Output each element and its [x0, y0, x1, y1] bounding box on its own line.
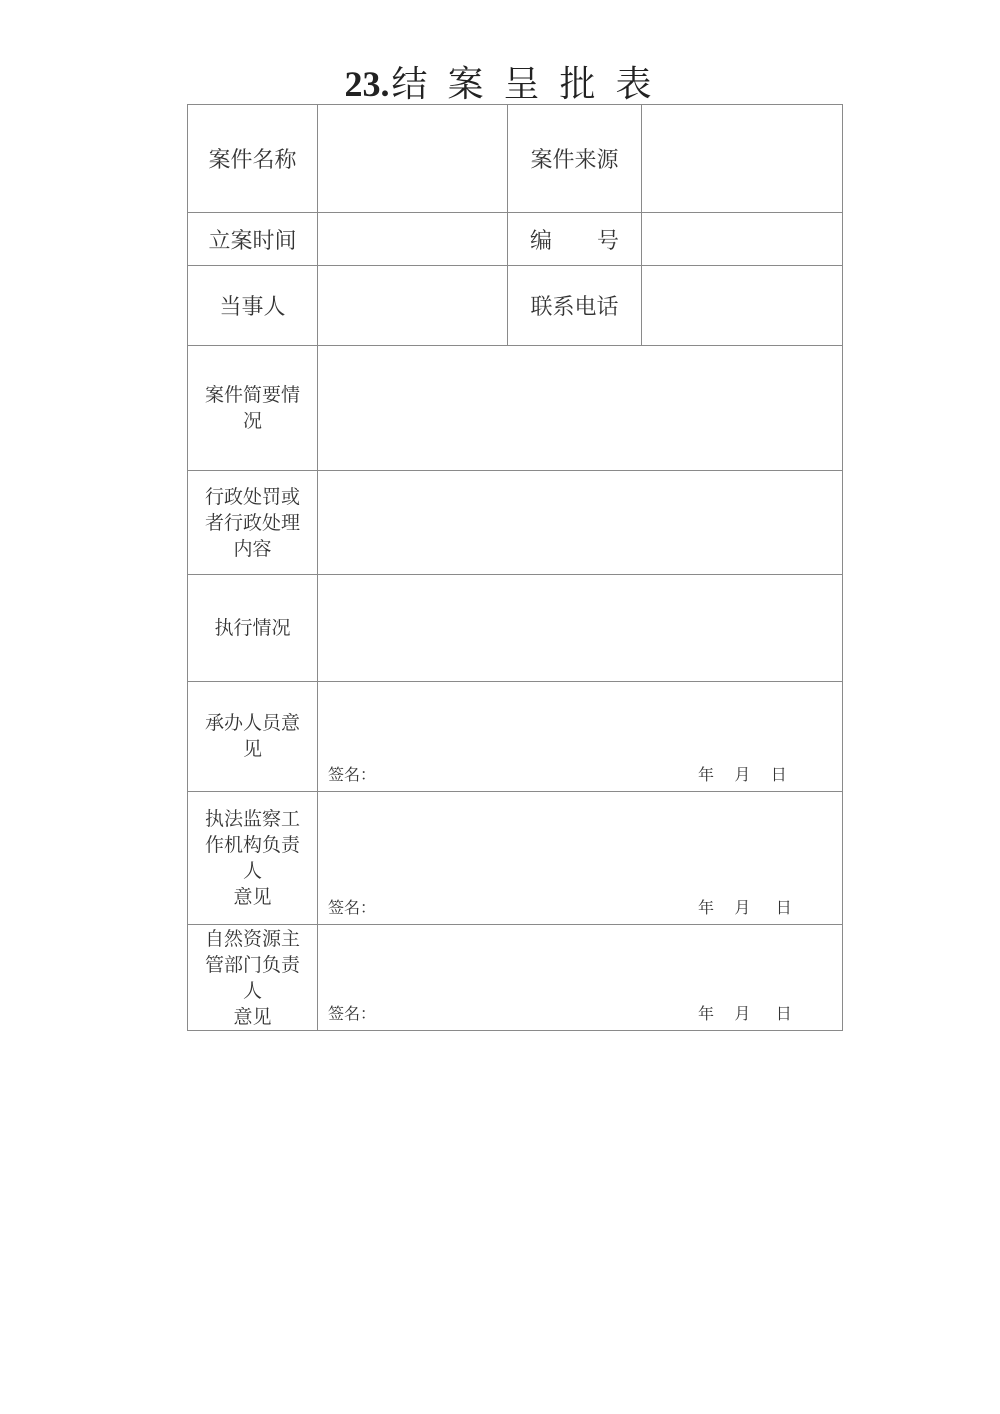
case-source-value-cell[interactable] — [642, 105, 843, 213]
label-handler-line2: 见 — [242, 738, 262, 760]
label-case-summary — [188, 346, 318, 471]
case-summary-value-cell[interactable] — [318, 346, 843, 471]
authority-sign-label: 签名： — [328, 1004, 377, 1023]
label-number — [508, 213, 642, 266]
label-authority-line2: 管部门负责 — [204, 953, 300, 976]
handler-date-label: 年 月 日 — [698, 765, 787, 784]
enforcement-sign-label: 签名： — [328, 898, 377, 917]
enforcement-date-label: 年 月 日 — [698, 898, 792, 917]
label-enforcement-line1: 执法监察工 — [204, 808, 300, 830]
label-number-char1: 编 — [530, 228, 553, 254]
row-handler-opinion — [188, 682, 843, 792]
label-authority-line3: 人 — [242, 979, 262, 1002]
row-party — [188, 266, 843, 346]
row-enforcement-opinion — [188, 792, 843, 925]
label-case-name: 案件名称 — [188, 105, 318, 213]
label-execution-status: 执行情况 — [188, 575, 318, 682]
row-penalty — [188, 471, 843, 575]
phone-value-cell[interactable] — [642, 266, 843, 346]
title-text: 结案呈批表 — [391, 64, 672, 105]
handler-sign-label: 签名： — [328, 765, 377, 784]
label-penalty-content — [188, 471, 318, 575]
label-case-summary-line1: 案件简要情 — [204, 384, 300, 406]
label-handler-line1: 承办人员意 — [204, 712, 300, 734]
label-enforcement-line3: 人 — [242, 860, 262, 882]
label-authority-line4: 意见 — [233, 1005, 272, 1028]
approval-form-table — [187, 104, 843, 1031]
authority-opinion-value-cell[interactable] — [318, 925, 843, 1031]
penalty-content-value-cell[interactable] — [318, 471, 843, 575]
party-value-cell[interactable] — [318, 266, 508, 346]
label-enforcement-opinion — [188, 792, 318, 925]
authority-date-label: 年 月 日 — [698, 1004, 792, 1023]
label-handler-opinion — [188, 682, 318, 792]
row-summary — [188, 346, 843, 471]
label-case-source: 案件来源 — [508, 105, 642, 213]
label-number-char2: 号 — [596, 228, 619, 254]
row-case-name — [188, 105, 843, 213]
filing-time-value-cell[interactable] — [318, 213, 508, 266]
label-filing-time: 立案时间 — [188, 213, 318, 266]
label-party: 当事人 — [188, 266, 318, 346]
case-name-value-cell[interactable] — [318, 105, 508, 213]
number-value-cell[interactable] — [642, 213, 843, 266]
handler-opinion-value-cell[interactable] — [318, 682, 843, 792]
execution-status-value-cell[interactable] — [318, 575, 843, 682]
label-case-summary-line2: 况 — [242, 410, 262, 432]
title-number: 23. — [344, 64, 390, 104]
label-authority-line1: 自然资源主 — [204, 927, 300, 950]
label-penalty-line1: 行政处罚或 — [204, 485, 300, 508]
document-title — [0, 56, 1000, 107]
label-enforcement-line4: 意见 — [233, 886, 272, 908]
enforcement-opinion-value-cell[interactable] — [318, 792, 843, 925]
label-penalty-line3: 内容 — [233, 537, 272, 560]
row-filing-time — [188, 213, 843, 266]
row-execution — [188, 575, 843, 682]
row-authority-opinion — [188, 925, 843, 1031]
label-enforcement-line2: 作机构负责 — [204, 834, 300, 856]
label-phone: 联系电话 — [508, 266, 642, 346]
label-penalty-line2: 者行政处理 — [204, 511, 300, 534]
label-authority-opinion — [188, 925, 318, 1031]
